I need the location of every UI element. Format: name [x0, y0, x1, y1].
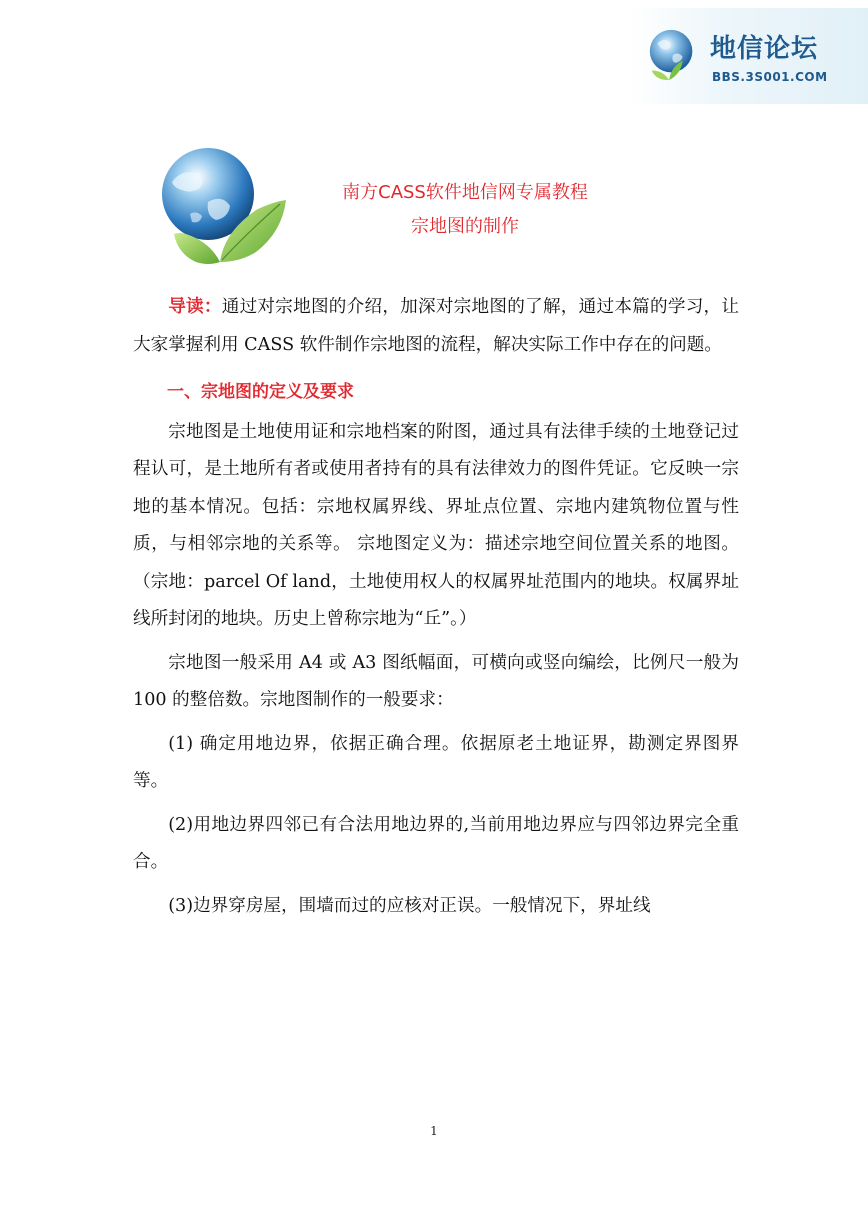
brand-url: BBS.3S001.COM [712, 70, 828, 84]
globe-leaf-icon [150, 144, 290, 268]
body-paragraph: 宗地图是土地使用证和宗地档案的附图，通过具有法律手续的土地登记过程认可，是土地所有者或使用者持有的具有法律效力的图件凭证。它反映一宗地的基本情况。包括：宗地权属界线、界址点位置、宗地内建筑物位置与性质，与相邻宗地的关系等。 宗地图定义为：描述宗地空间位置关系的地图。（宗地：parcel Of land，土地使用权人的权属界址范围内的地块。权属界址线所封闭的地块。历史上曾称宗地为“丘”。） [133, 421, 739, 629]
title-line-1: 南方CASS软件地信网专属教程 [342, 182, 588, 203]
globe-leaf-icon [644, 26, 702, 84]
list-item: (3)边界穿房屋，围墙而过的应核对正误。一般情况下，界址线 [168, 895, 651, 916]
intro-label: 导读： [168, 297, 222, 317]
document-body [133, 289, 739, 925]
list-item: (1) 确定用地边界，依据正确合理。依据原老土地证界，勘测定界图界等。 [133, 733, 739, 791]
intro-text: 通过对宗地图的介绍，加深对宗地图的了解，通过本篇的学习，让大家掌握利用 CASS 软件制作宗地图的流程，解决实际工作中存在的问题。 [133, 297, 739, 355]
header-logo [630, 8, 868, 104]
body-paragraph: 宗地图一般采用 A4 或 A3 图纸幅面，可横向或竖向编绘，比例尺一般为 100 的整倍数。宗地图制作的一般要求： [133, 652, 739, 710]
brand-name: 地信论坛 [710, 34, 819, 64]
page-number: 1 [430, 1124, 438, 1138]
document-title [290, 176, 640, 244]
section-heading: 一、宗地图的定义及要求 [167, 382, 354, 402]
list-item: (2)用地边界四邻已有合法用地边界的,当前用地边界应与四邻边界完全重合。 [133, 814, 739, 872]
intro-paragraph [133, 289, 739, 364]
title-line-2: 宗地图的制作 [411, 216, 519, 237]
